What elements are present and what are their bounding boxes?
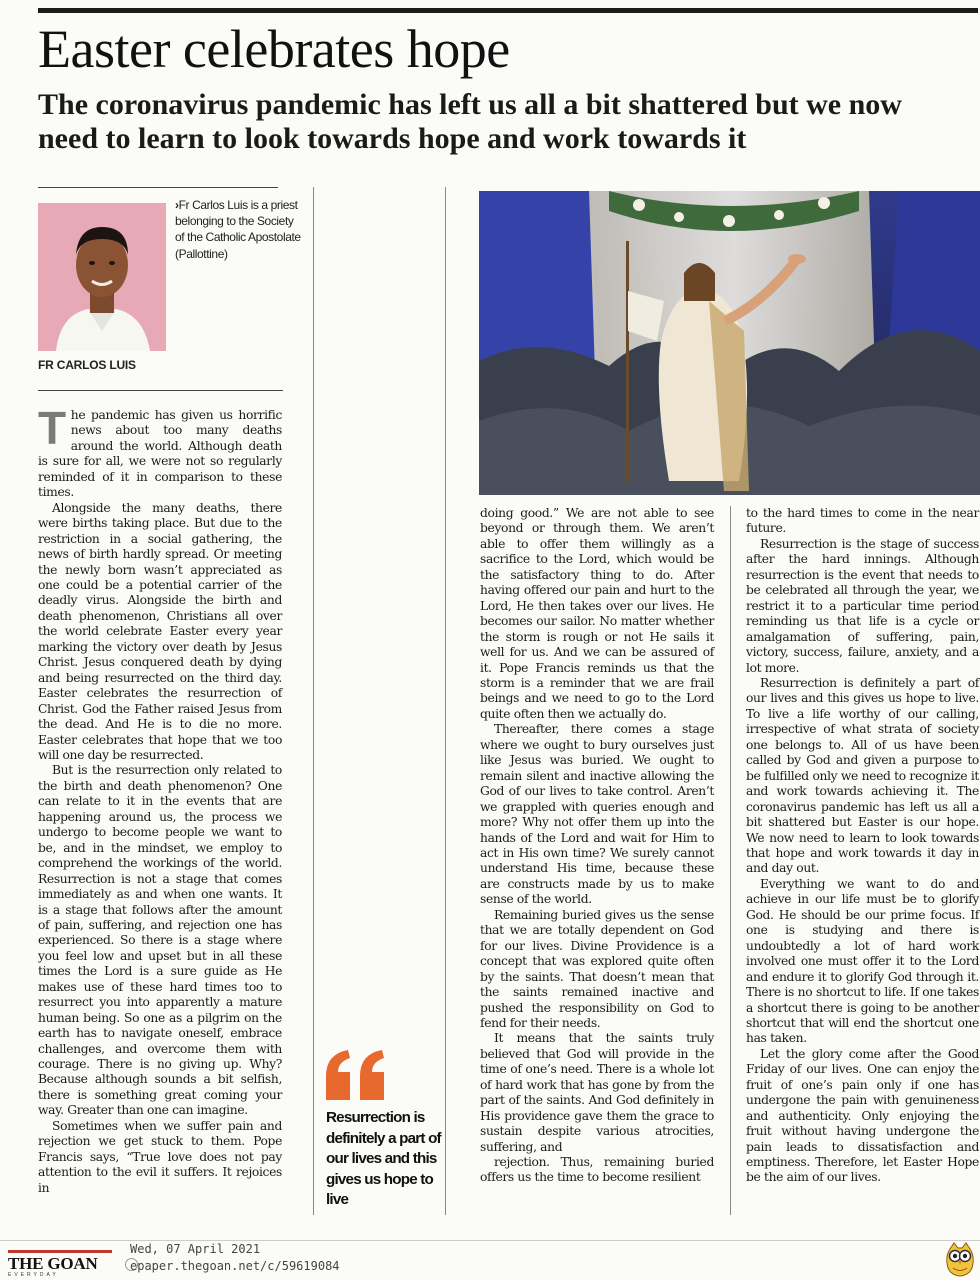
headline: Easter celebrates hope	[38, 19, 510, 79]
footer-rule	[0, 1240, 980, 1241]
bio-text: Fr Carlos Luis is a priest belonging to the Society of the Catholic Apostolate (Pallottine)	[175, 198, 301, 261]
paragraph: Let the glory come after the Good Friday of our lives. One can enjoy the fruit of one’s pain only if one has undergone the pain with genuineness and authenticity. Only enjoying the fruit without having undergone the pain leads to dissatisfaction and emptiness. Therefore, let Easter Hope be the aim of our lives.	[746, 1046, 979, 1185]
paragraph: Everything we want to do and achieve in our life must be to glorify God. He should be our prime focus. If one is studying and there is undoubtedly a lot of hard work involved one must offer it to the Lord and endure it to glorify God through it. There is no shortcut to life. If one takes a shortcut there is going to be another shortcut that will end the shortcut one has taken.	[746, 876, 979, 1046]
paragraph: rejection. Thus, remaining buried offers us the time to become resilient	[480, 1155, 714, 1185]
author-photo	[38, 203, 166, 351]
resurrection-statue-photo	[479, 191, 980, 495]
paragraph: Alongside the many deaths, there were births taking place. But due to the restriction in a social gathering, the news of birth hardly spread. Or meeting the newly born wasn’t appreciated as one could be a potential carrier of the deadly virus. Alongside the birth and death phenomenon, Christians all over the world celebrate Easter every year marking the victory over death by Jesus Christ. Jesus conquered death by dying and being resurrected on the third day. Easter celebrates the resurrection of Christ. God the Father raised Jesus from the dead. And He is to die no more. Easter celebrates that hope that we too will one day be resurrected.	[38, 500, 282, 762]
paragraph: It means that the saints truly believed that God will provide in the time of one’s need. There is a whole lot of hard work that has gone by from the part of the saints. And God definitely in His providence gave them the grace to sustain despite various atrocities, suffering, and	[480, 1031, 714, 1154]
paragraph: Resurrection is the stage of success after the hard innings. Although resurrection is the event that needs to be celebrated all through the year, we restrict it to a particular time period reminding us that life is a cycle or amalgamation of suffering, pain, victory, success, failure, anxiety, and a lot more.	[746, 536, 979, 675]
drop-cap: T	[38, 402, 66, 454]
logo-tagline: EVERYDAY	[8, 1272, 59, 1278]
top-rule	[38, 8, 978, 13]
column-divider	[445, 187, 446, 1215]
paragraph: doing good.” We are not able to see beyond or through them. We aren’t able to offer them willingly as a sacrifice to the Lord, which would be the satisfactory thing to do. After having offered our pain and hurt to the Lord, He then takes over our lives. He becomes our sailor. No matter whether the storm is rough or not He sails it well for us. And we can be assured of it. Pope Francis reminds us that the storm is a reminder that we are frail beings and we need to go to the Lord quite often then we actually do.	[480, 506, 714, 721]
paragraph: Thereafter, there comes a stage where we ought to bury ourselves just like Jesus was buried. We ought to remain silent and inactive allowing the God of our lives to take control. Aren’t we grappled with queries enough and more? Why not offer them up into the hands of the Lord and wait for Him to act in His own time? We surely cannot understand His time, because these are constructs made by us to make sense of the world.	[480, 722, 714, 907]
paragraph: to the hard times to come in the near future.	[746, 506, 979, 536]
column-divider	[730, 506, 731, 1215]
paragraph: But is the resurrection only related to the birth and death phenomenon? One can relate to it in the events that are happening around us, the process we undergo to become people we want to be, and in the mindset, we employ to comprehend the workings of the world. Resurrection is not a stage that comes immediately as and when one wants. It is a stage that follows after the amount of pain, suffering, and rejection one has experienced. So there is a stage where you feel low and upset but in all these times the Lord is a sure guide as He makes use of these hard times too to resurrect you into apparently a mature human being. So one as a pilgrim on the earth has to navigate oneself, embrace challenges, and overcome them with courage. There is no giving up. Why? Because although sounds a bit selfish, there is something great coming your way. Greater than one can imagine.	[38, 763, 282, 1118]
subheadline: The coronavirus pandemic has left us all a bit shattered but we now need to learn to look towards hope and work towards it	[38, 88, 902, 155]
author-bio	[175, 197, 303, 262]
paragraph: Sometimes when we suffer pain and rejection we get stuck to them. Pope Francis says, “True love does not pay attention to the evil it suffers. It rejoices in	[38, 1118, 282, 1195]
owl-icon[interactable]	[944, 1241, 976, 1277]
paragraph: Remaining buried gives us the sense that we are totally dependent on God for our lives. Divine Providence is a concept that was explored quite often by the saints. That doesn’t mean that the saints remained inactive and pushed the responsibility on God to fend for their needs.	[480, 907, 714, 1030]
epaper-url[interactable]: epaper.thegoan.net/c/59619084	[130, 1259, 340, 1273]
article-column-4	[746, 506, 979, 1186]
paragraph	[38, 402, 282, 501]
author-byline: FR CARLOS LUIS	[38, 358, 136, 372]
quote-mark-icon	[322, 1050, 388, 1102]
column-top-rule	[38, 187, 278, 188]
column-divider	[313, 187, 314, 1215]
article-column-1	[38, 402, 282, 1196]
edition-date: Wed, 07 April 2021	[130, 1242, 261, 1256]
pull-quote: Resurrection is definitely a part of our lives and this gives us hope to live	[326, 1109, 441, 1209]
paragraph-text: he pandemic has given us horrific news about too many deaths around the world. Although death is sure for all, we were not so regularly reminded of it in comparison to these times.	[38, 408, 282, 500]
logo-text: THE GOAN	[8, 1254, 98, 1273]
publication-logo[interactable]	[8, 1250, 120, 1278]
paragraph: Resurrection is definitely a part of our lives and this gives us hope to live. To live a life worthy of our calling, irrespective of what strata of society one belongs to. All of us have been called by God and given a purpose to be fulfilled only we need to recognize it and work towards achieving it. The coronavirus pandemic has left us all a bit shattered but Easter is our hope. We now need to learn to look towards that hope and work towards it day in and day out.	[746, 675, 979, 876]
bio-marker: ›	[175, 198, 179, 212]
logo-accent-bar	[8, 1250, 112, 1253]
article-column-3	[480, 506, 714, 1186]
byline-rule	[38, 390, 283, 391]
